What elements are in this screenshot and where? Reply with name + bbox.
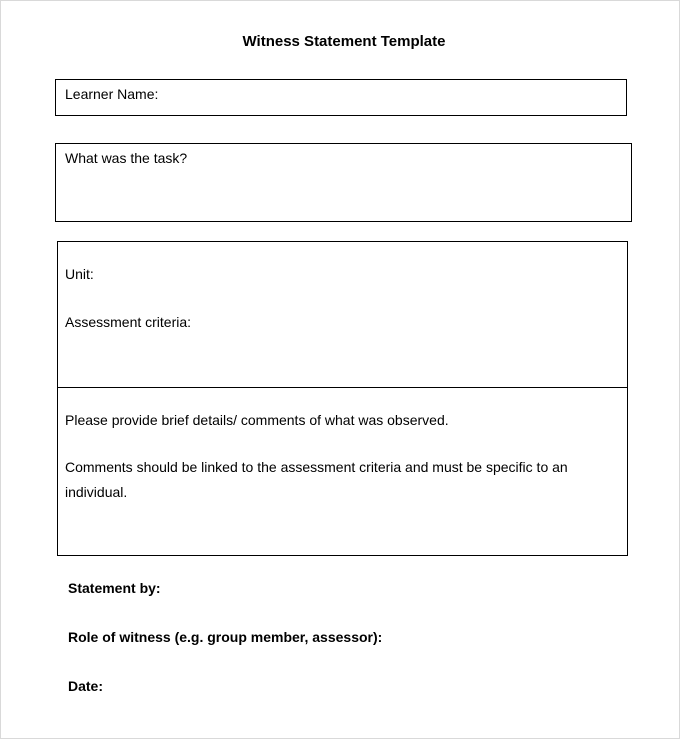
learner-name-field[interactable]	[55, 79, 627, 116]
unit-criteria-box	[57, 241, 628, 556]
document-title: Witness Statement Template	[242, 33, 446, 50]
statement-by-label: Statement by:	[68, 580, 161, 596]
section-divider	[58, 387, 627, 388]
witness-role-label: Role of witness (e.g. group member, assessor):	[68, 629, 383, 645]
task-field[interactable]	[55, 143, 632, 222]
unit-label: Unit:	[65, 266, 94, 282]
assessment-criteria-label: Assessment criteria:	[65, 314, 192, 330]
learner-name-label: Learner Name:	[65, 86, 159, 102]
date-label: Date:	[68, 678, 104, 694]
task-label: What was the task?	[65, 150, 188, 166]
comments-instruction: Comments should be linked to the assessment criteria and must be specific to an individual.	[65, 459, 568, 500]
observation-instruction: Please provide brief details/ comments of what was observed.	[65, 412, 449, 428]
